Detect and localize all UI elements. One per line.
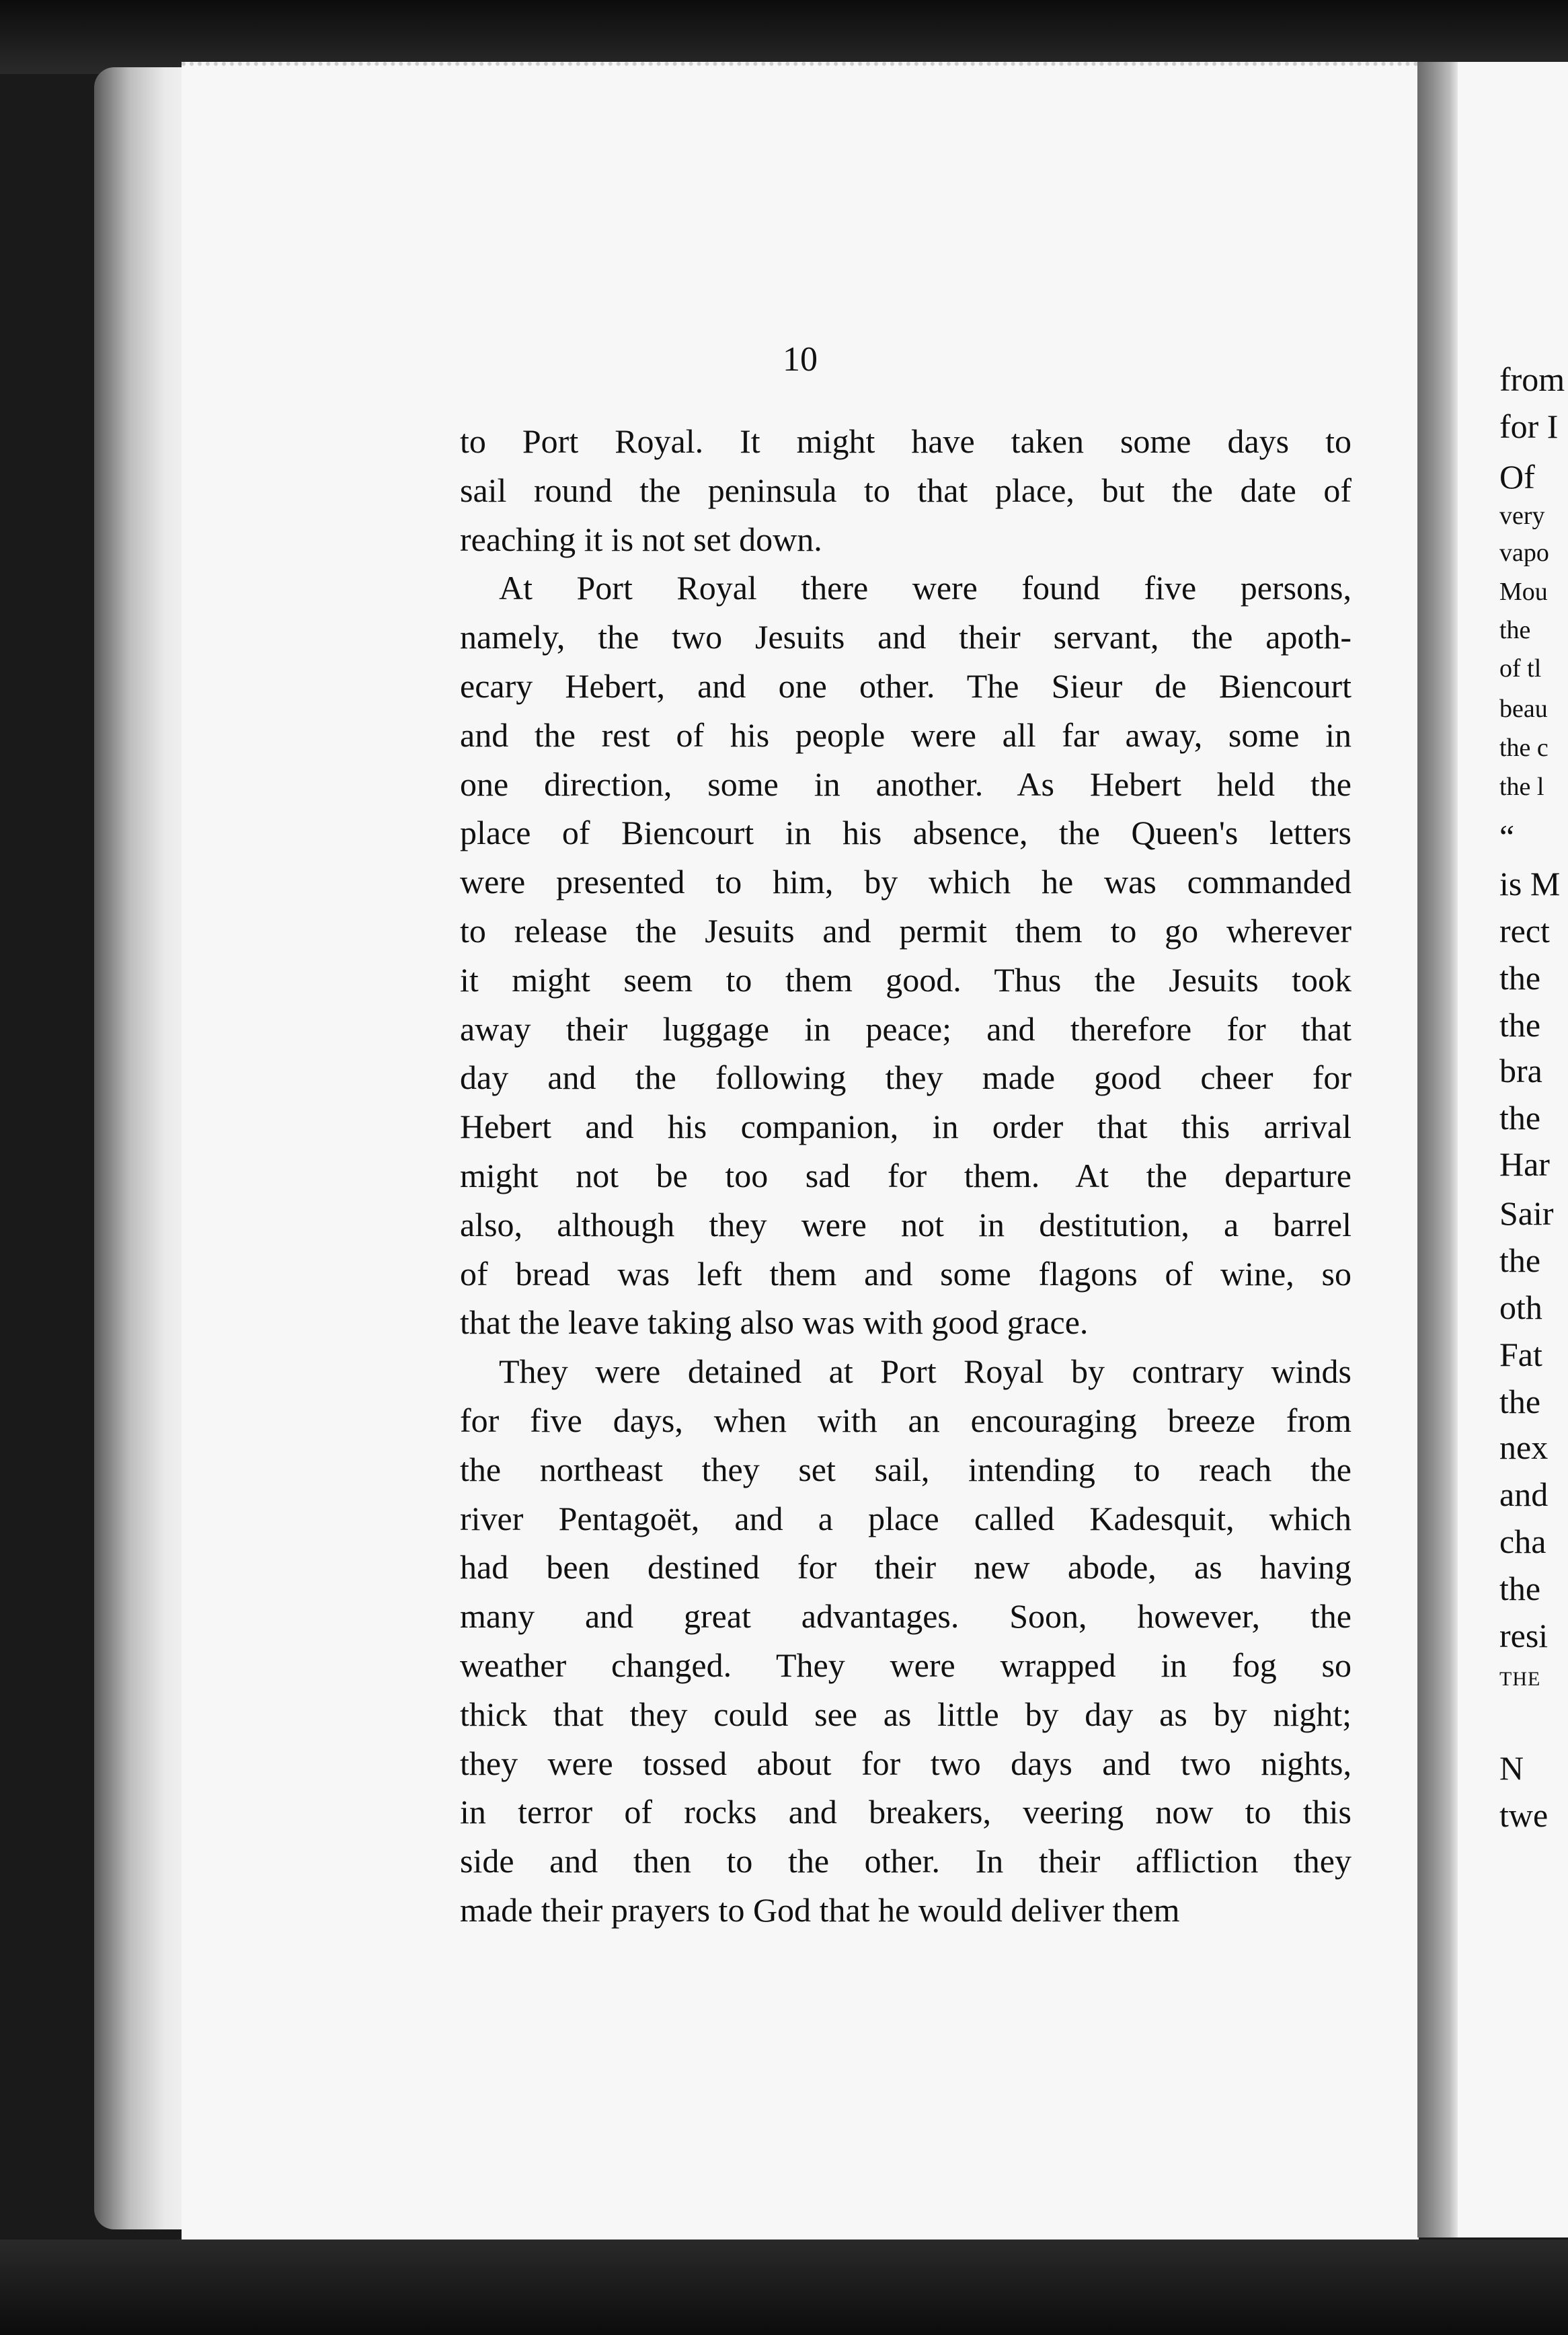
facing-page-text-fragment: the (1499, 1006, 1541, 1044)
facing-page-text-fragment: resi (1499, 1617, 1549, 1654)
facing-page-text-fragment: twe (1499, 1796, 1549, 1834)
text-line: the northeast they set sail, intending to reach the (460, 1450, 1351, 1488)
text-line: to Port Royal. It might have taken some days to (460, 422, 1351, 460)
facing-page-text-fragment: nex (1499, 1428, 1549, 1466)
text-line: one direction, some in another. As Hebert held the (460, 765, 1351, 803)
facing-page-text-fragment: is M (1499, 865, 1561, 903)
facing-page-text-fragment: Of (1499, 458, 1535, 496)
facing-page-text-fragment: the (1499, 1099, 1541, 1137)
text-line: made their prayers to God that he would deliver them (460, 1890, 1180, 1929)
facing-page-text-fragment: Fat (1499, 1336, 1542, 1373)
facing-page-text-fragment: oth (1499, 1289, 1542, 1326)
facing-page-text-fragment: “ (1499, 818, 1515, 855)
text-line: place of Biencourt in his absence, the Queen's letters (460, 814, 1351, 852)
text-line: many and great advantages. Soon, however, the (460, 1597, 1351, 1636)
facing-page-text-fragment: bra (1499, 1052, 1542, 1089)
text-line: in terror of rocks and breakers, veering now to this (460, 1793, 1351, 1831)
page-stack-edge (94, 67, 195, 2229)
facing-page-text-fragment: of tl (1499, 654, 1542, 683)
text-line: Hebert and his companion, in order that this arrival (460, 1108, 1351, 1146)
facing-page-text-fragment: the (1499, 616, 1531, 644)
page-number: 10 (783, 340, 818, 379)
facing-page-text-fragment: THE (1499, 1668, 1541, 1690)
text-line: river Pentagoët, and a place called Kadesquit, which (460, 1499, 1351, 1537)
facing-page-text-fragment: N (1499, 1749, 1524, 1787)
facing-page-text-fragment: Har (1499, 1145, 1550, 1183)
text-line: that the leave taking also was with good grace. (460, 1303, 1089, 1342)
facing-page-text-fragment: Mou (1499, 578, 1548, 606)
facing-page-text-fragment: vapo (1499, 539, 1549, 567)
text-line: day and the following they made good cheer for (460, 1059, 1351, 1097)
text-line: might not be too sad for them. At the departure (460, 1156, 1351, 1194)
facing-page-text-fragment: for I (1499, 408, 1559, 445)
text-line: At Port Royal there were found five persons, (499, 569, 1351, 607)
text-line: were presented to him, by which he was commanded (460, 863, 1351, 901)
text-line: to release the Jesuits and permit them to go wherever (460, 911, 1351, 950)
facing-page-text-fragment: the l (1499, 773, 1544, 801)
facing-page-text-fragment: rect (1499, 912, 1550, 950)
text-line: and the rest of his people were all far away, some in (460, 716, 1351, 754)
facing-page-text-fragment: the (1499, 1383, 1541, 1420)
paragraph (460, 1347, 1351, 1935)
text-line: reaching it is not set down. (460, 520, 822, 558)
paragraph (460, 417, 1351, 564)
text-line: ecary Hebert, and one other. The Sieur de Biencourt (460, 666, 1351, 705)
text-line: also, although they were not in destitution, a barrel (460, 1205, 1351, 1243)
text-line: of bread was left them and some flagons of wine, so (460, 1254, 1351, 1293)
facing-page-text-fragment: cha (1499, 1523, 1546, 1560)
text-line: side and then to the other. In their affliction they (460, 1842, 1351, 1880)
facing-page-text-fragment: beau (1499, 695, 1548, 723)
text-line: They were detained at Port Royal by contrary winds (499, 1352, 1351, 1391)
paragraph (460, 564, 1351, 1347)
text-line: for five days, when with an encouraging breeze from (460, 1401, 1351, 1439)
text-line: they were tossed about for two days and two nights, (460, 1744, 1351, 1782)
facing-page-text-fragment: the (1499, 1570, 1541, 1607)
body-text (460, 417, 1351, 1935)
scan-background-bottom (0, 2240, 1568, 2335)
book-gutter (1417, 62, 1458, 2237)
text-line: sail round the peninsula to that place, but the date of (460, 471, 1351, 509)
facing-page-text-fragment: very (1499, 502, 1545, 530)
facing-page-text-fragment: from (1499, 360, 1565, 398)
text-line: it might seem to them good. Thus the Jesuits took (460, 960, 1351, 999)
facing-page-fragment (1458, 62, 1568, 2237)
text-line: namely, the two Jesuits and their servant, the apoth- (460, 618, 1351, 656)
facing-page-text-fragment: the c (1499, 734, 1549, 762)
facing-page-text-fragment: the (1499, 1241, 1541, 1279)
text-line: thick that they could see as little by day as by night; (460, 1695, 1351, 1733)
facing-page-text-fragment: Sair (1499, 1194, 1554, 1232)
facing-page-text-fragment: and (1499, 1476, 1549, 1513)
text-line: away their luggage in peace; and therefore for that (460, 1009, 1351, 1048)
text-line: weather changed. They were wrapped in fog so (460, 1646, 1351, 1684)
text-line: had been destined for their new abode, as having (460, 1548, 1351, 1586)
facing-page-text-fragment: the (1499, 959, 1541, 997)
